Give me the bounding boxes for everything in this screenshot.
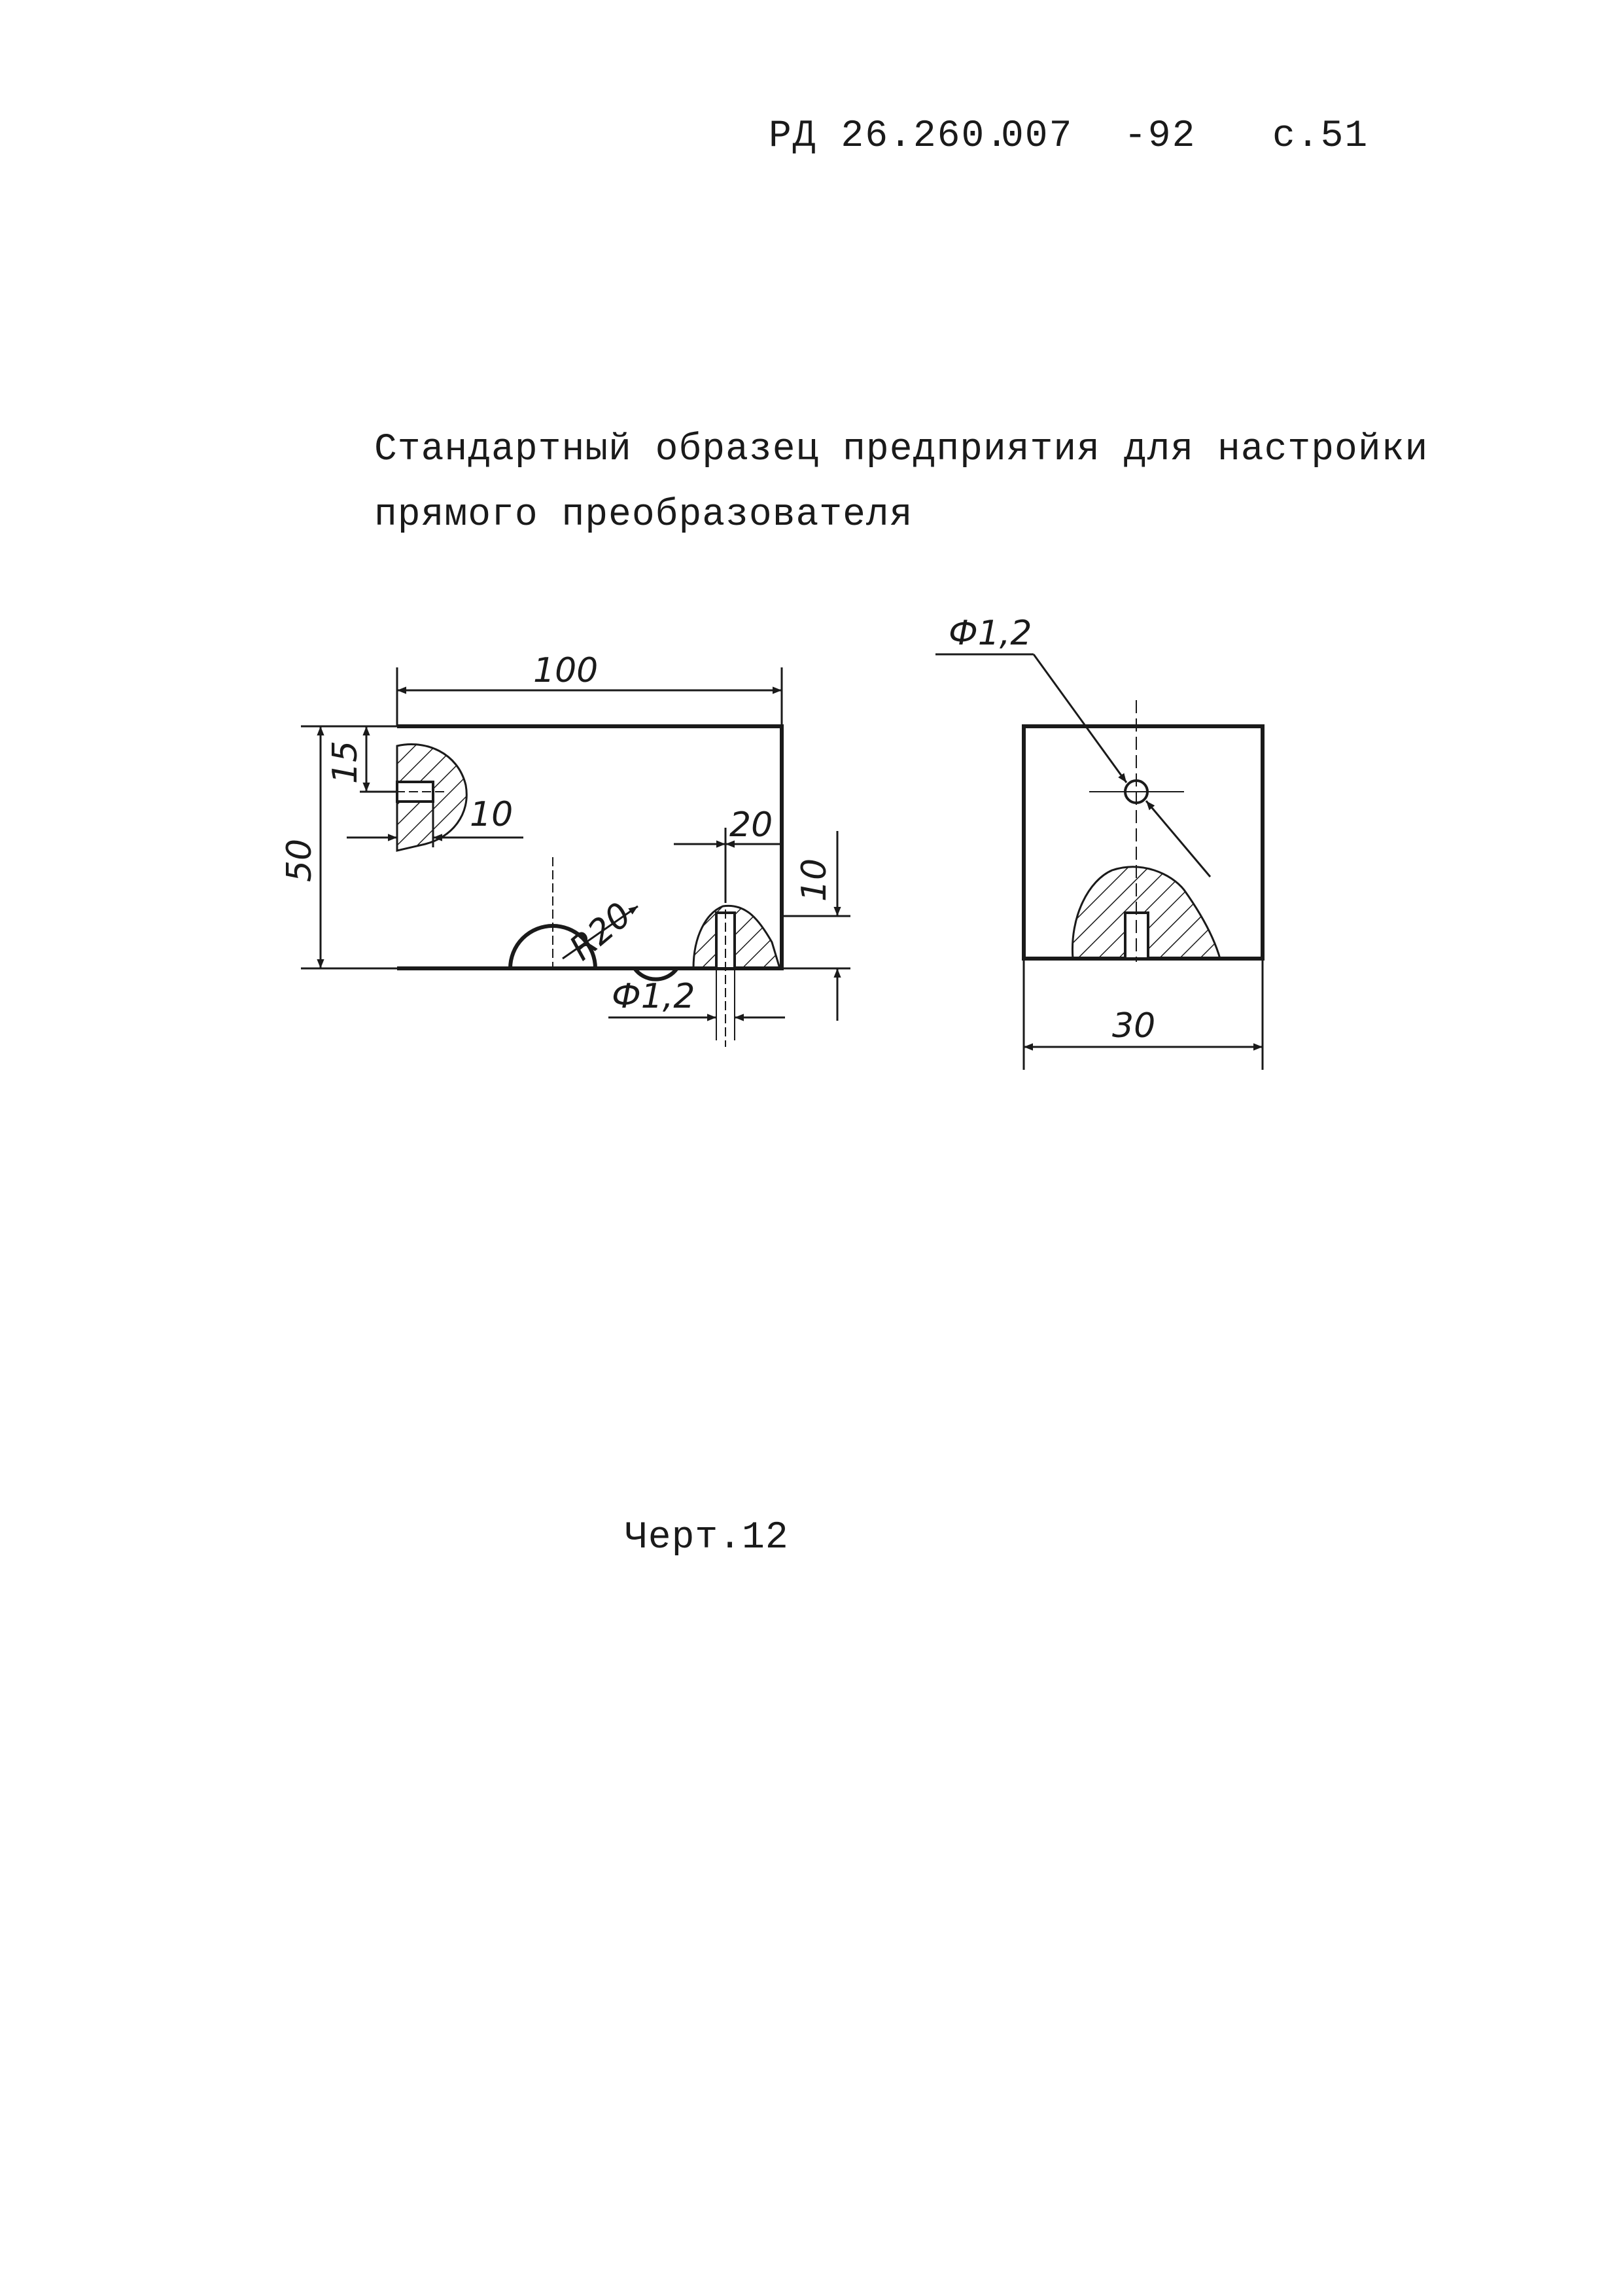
dim-hole-depth-label: 10	[470, 795, 514, 834]
page-number: с.51	[1272, 115, 1369, 158]
doc-code: РД 26.260.	[769, 115, 1010, 158]
dim-height-label: 50	[280, 838, 319, 883]
dim-diameter-label: Ф1,2	[612, 977, 695, 1016]
side-hole	[1125, 913, 1148, 959]
dim-radius-label: R20	[562, 895, 639, 968]
dim-right-depth-label: 10	[795, 858, 834, 902]
dim-hole-top-label: 15	[326, 740, 365, 785]
front-view	[301, 667, 850, 1047]
dim-length-label: 100	[533, 651, 599, 690]
title-line-2: прямого преобразователя	[374, 494, 913, 537]
side-view	[935, 654, 1263, 1070]
figure-caption: Черт.12	[625, 1517, 789, 1559]
right-hatch	[693, 906, 780, 968]
doc-year: -92	[1124, 115, 1196, 158]
doc-number: 007	[1001, 115, 1073, 158]
title-line-1: Стандартный образец предприятия для настройки	[374, 429, 1429, 471]
side-diameter-label: Ф1,2	[949, 614, 1032, 653]
dim-width-label: 30	[1112, 1006, 1156, 1046]
dim-right-offset-label: 20	[729, 805, 773, 845]
